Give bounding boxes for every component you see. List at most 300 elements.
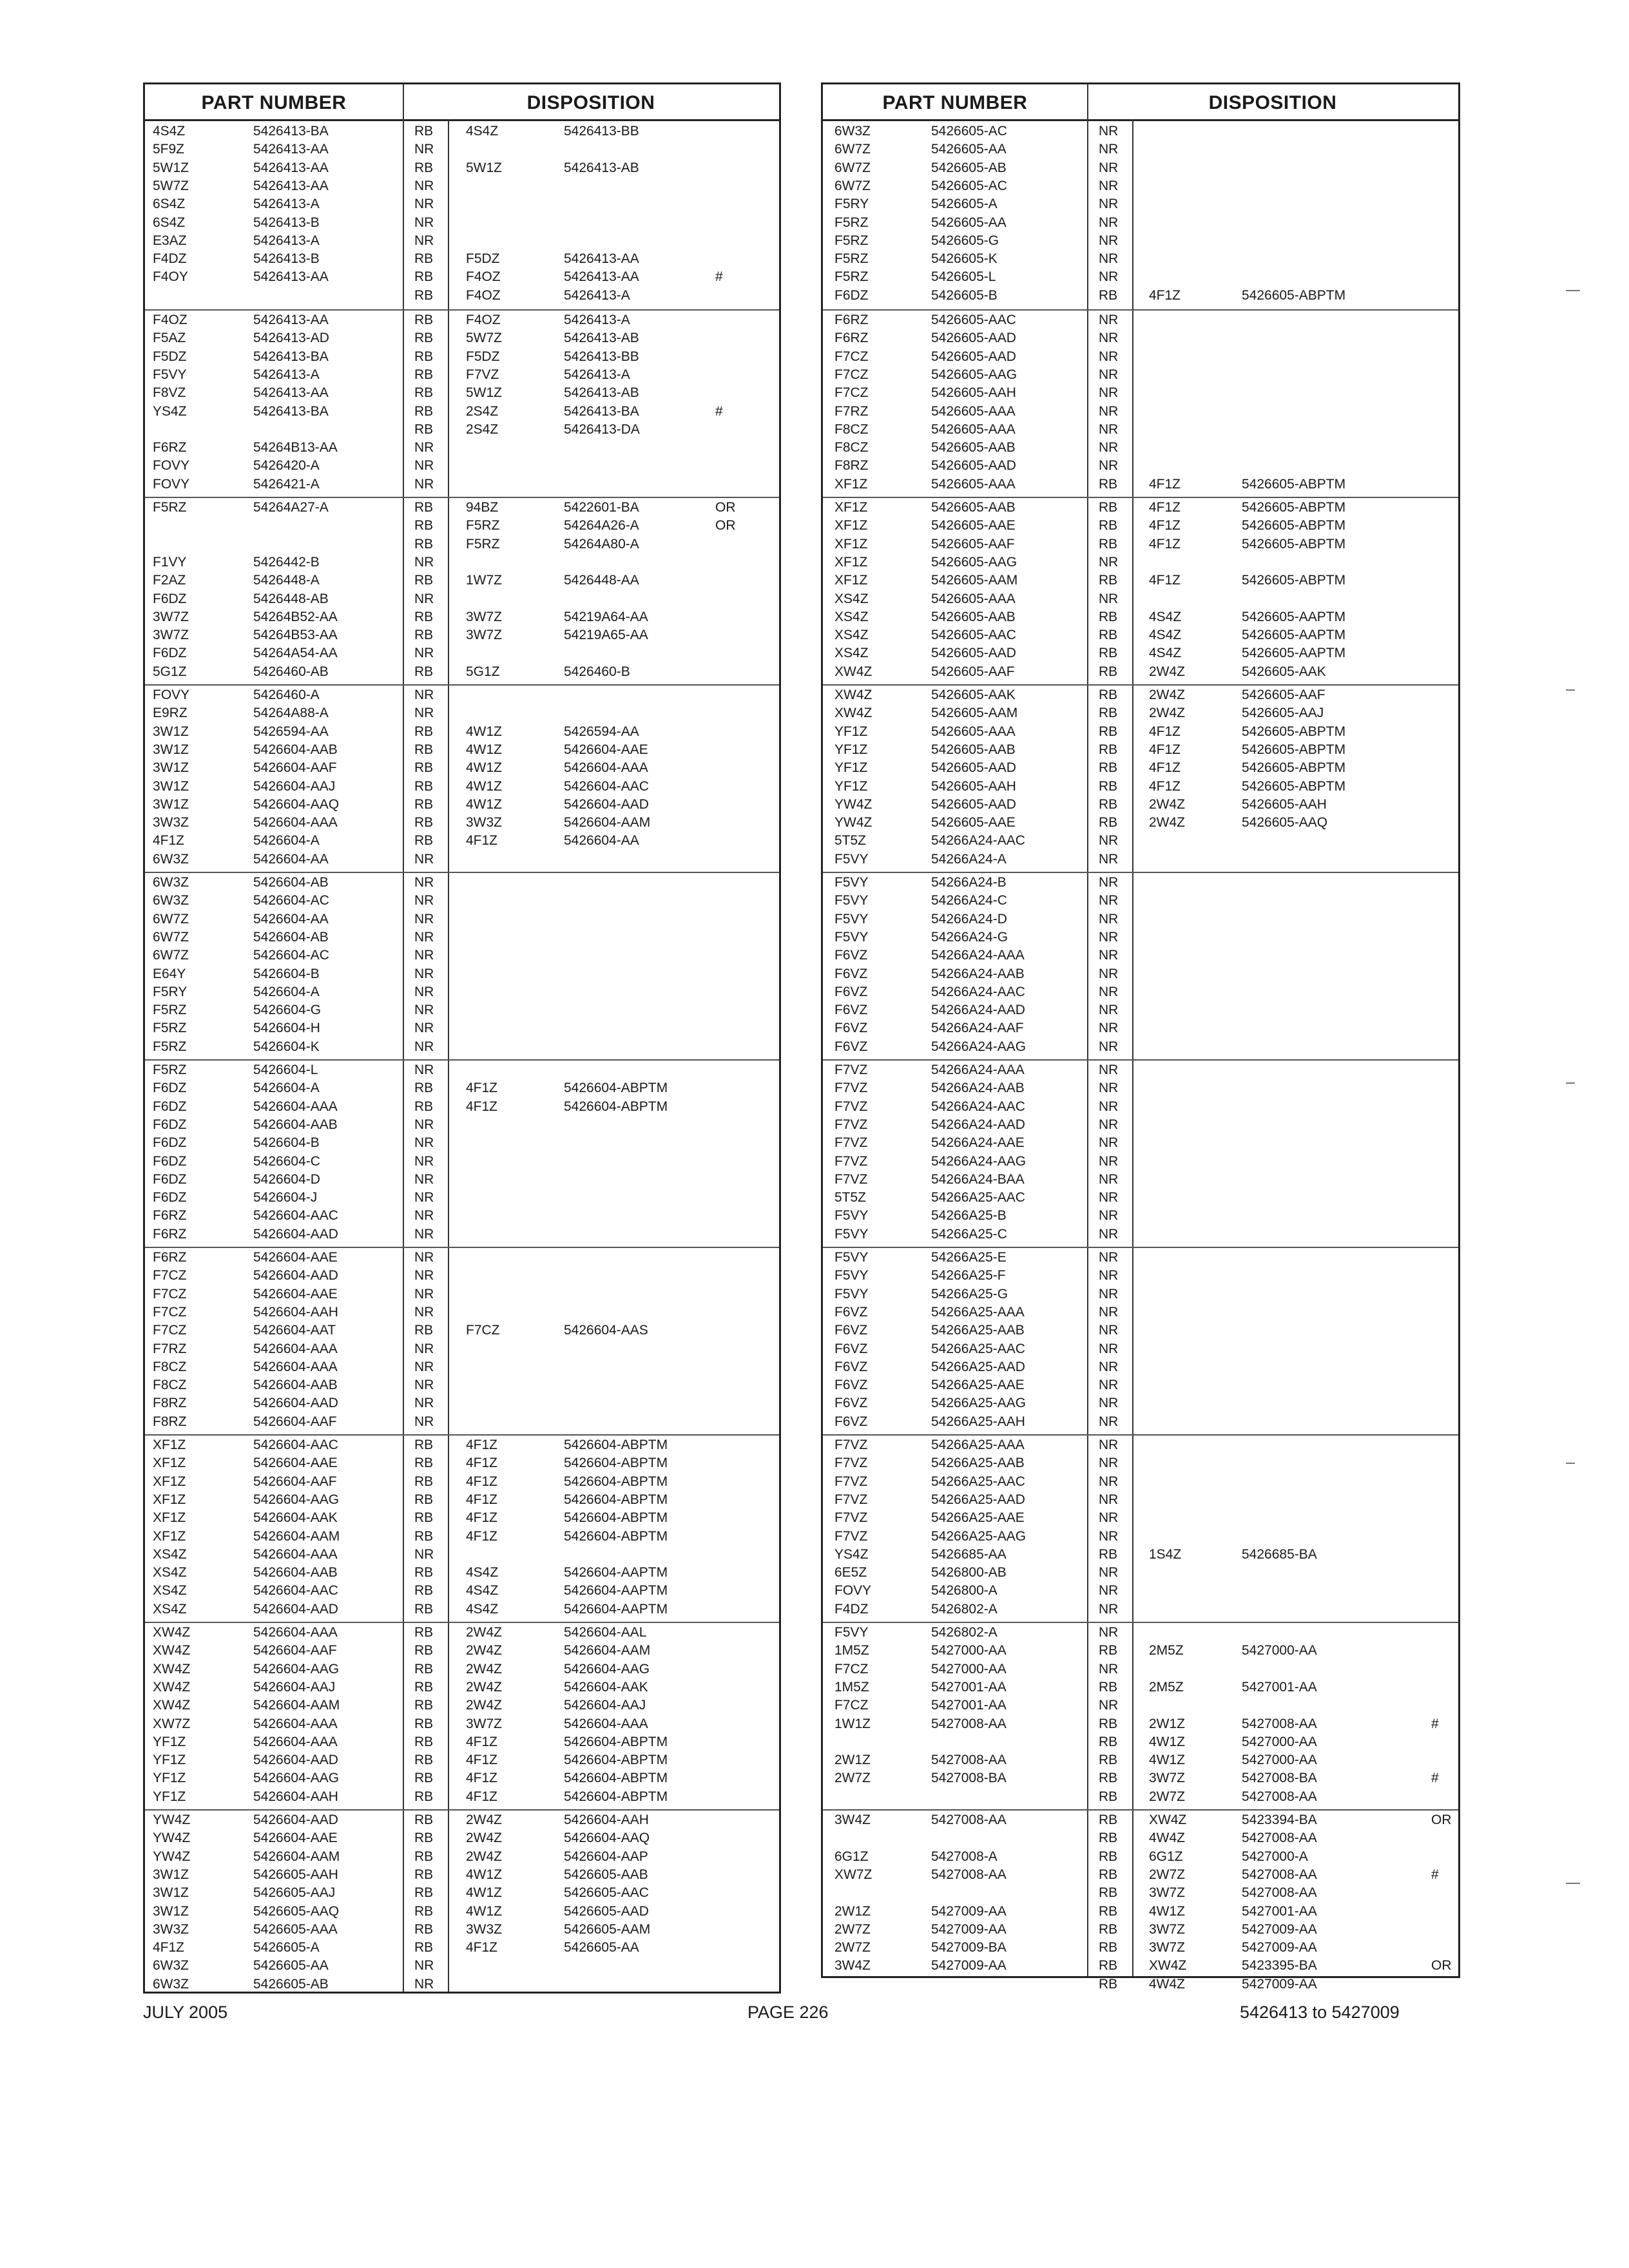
disposition-code: NR	[1099, 929, 1119, 945]
part-number: 5426605-AAM	[931, 573, 1018, 588]
table-row	[145, 537, 779, 552]
disposition-code: RB	[414, 1625, 434, 1640]
table-row	[823, 1698, 1458, 1713]
replacement-model: F4OZ	[466, 287, 501, 303]
replacement-part: 54264A80-A	[564, 536, 639, 552]
model-code: XW4Z	[153, 1679, 191, 1695]
model-code: XW4Z	[153, 1643, 191, 1658]
table-row	[145, 1753, 779, 1767]
disposition-code: RB	[1099, 476, 1118, 492]
model-code: YS4Z	[153, 403, 187, 419]
model-code: 6S4Z	[153, 215, 186, 230]
table-row	[145, 1566, 779, 1580]
part-number: 5426604-AAB	[253, 1565, 338, 1581]
replacement-part: 5426460-B	[564, 664, 630, 679]
table-row	[145, 725, 779, 739]
model-code: 4F1Z	[153, 833, 185, 849]
model-code: FOVY	[153, 687, 190, 702]
part-number: 5426604-AAH	[253, 1304, 338, 1320]
model-code: YW4Z	[153, 1812, 191, 1827]
part-number: 54266A25-E	[931, 1250, 1007, 1265]
table-row	[145, 1438, 779, 1452]
table-row	[145, 1021, 779, 1035]
disposition-code: NR	[414, 984, 434, 999]
table-row	[145, 1698, 779, 1713]
table-row	[145, 1118, 779, 1132]
disposition-code: RB	[414, 1867, 434, 1882]
model-code: 5T5Z	[834, 1190, 867, 1206]
disposition-code: NR	[414, 178, 434, 193]
disposition-code: NR	[414, 1171, 434, 1187]
disposition-code: RB	[414, 1789, 434, 1804]
part-number: 5426413-AA	[253, 312, 329, 327]
model-code: F5VY	[834, 851, 869, 867]
part-number: 54266A25-G	[931, 1286, 1008, 1302]
table-row	[823, 161, 1458, 175]
part-number: 5426413-AA	[253, 160, 329, 175]
table-row	[823, 216, 1458, 230]
replacement-part: 5426605-AAM	[564, 1921, 651, 1937]
table-row	[823, 1626, 1458, 1640]
disposition-code: RB	[1099, 664, 1118, 679]
replacement-part: 5426605-ABPTM	[1242, 536, 1346, 552]
model-code: F4DZ	[153, 251, 187, 267]
table-row	[823, 1644, 1458, 1658]
replacement-part: 5426605-ABPTM	[1242, 287, 1346, 303]
part-number: 5427008-AA	[931, 1716, 1007, 1731]
table-row	[823, 1360, 1458, 1374]
table-row	[145, 1923, 779, 1937]
part-number: 54266A25-AAE	[931, 1378, 1025, 1393]
model-code: 2W7Z	[834, 1921, 871, 1937]
model-code: E64Y	[153, 966, 186, 981]
disposition-code: RB	[414, 385, 434, 401]
replacement-part: 5426604-ABPTM	[564, 1771, 668, 1786]
replacement-part: 54219A65-AA	[564, 628, 648, 643]
replacement-model: 1S4Z	[1149, 1546, 1182, 1562]
replacement-model: 2M5Z	[1149, 1643, 1184, 1658]
replacement-model: 4F1Z	[466, 1753, 498, 1768]
disposition-code: RB	[1099, 1958, 1118, 1974]
table-row	[823, 423, 1458, 437]
model-code: XW7Z	[834, 1867, 872, 1882]
replacement-model: 2W4Z	[1149, 815, 1186, 831]
replacement-part: 5426604-AAG	[564, 1661, 650, 1677]
part-number: 54266A25-B	[931, 1208, 1007, 1224]
model-code: F5VY	[834, 875, 869, 890]
margin-mark	[1566, 1463, 1575, 1464]
disposition-code: NR	[1099, 312, 1119, 327]
table-row	[823, 386, 1458, 400]
part-number: 5426604-AAD	[253, 1601, 338, 1617]
replacement-model: F5DZ	[466, 349, 500, 364]
replacement-part: 5423394-BA	[1242, 1812, 1317, 1827]
replacement-part: 5426448-AA	[564, 573, 639, 588]
model-code: F8RZ	[153, 1414, 187, 1429]
replacement-part: 5427009-AA	[1242, 1976, 1317, 1992]
replacement-part: 5426604-ABPTM	[564, 1789, 668, 1804]
part-number: 54266A25-AAG	[931, 1528, 1027, 1544]
table-row	[823, 1396, 1458, 1410]
model-code: 3W3Z	[153, 815, 189, 831]
disposition-code: NR	[414, 875, 434, 890]
disposition-code: RB	[414, 500, 434, 515]
replacement-model: 3W7Z	[1149, 1921, 1186, 1937]
part-number: 5426448-A	[253, 573, 320, 588]
replacement-part: 5426413-DA	[564, 421, 640, 437]
table-row	[823, 1530, 1458, 1544]
part-number: 5427009-AA	[931, 1903, 1007, 1919]
replacement-model: 4W1Z	[466, 742, 503, 757]
model-code: F7VZ	[834, 1171, 868, 1187]
part-number: 5426604-AAG	[253, 1661, 340, 1677]
model-code: XW4Z	[153, 1625, 191, 1640]
replacement-part: 5426604-AAQ	[564, 1831, 650, 1846]
disposition-code: NR	[1099, 1226, 1119, 1242]
part-number: 5426460-AB	[253, 664, 329, 679]
model-code: F8RZ	[153, 1396, 187, 1411]
replacement-part: 5426605-AAJ	[1242, 706, 1324, 721]
model-code: YW4Z	[153, 1831, 191, 1846]
table-row	[145, 1493, 779, 1507]
table-block	[823, 497, 1458, 686]
replacement-model: 6G1Z	[1149, 1849, 1183, 1864]
table-row	[145, 234, 779, 248]
disposition-code: NR	[1099, 1304, 1119, 1320]
part-number: 5426604-AAB	[253, 742, 338, 757]
table-row	[823, 1831, 1458, 1845]
table-row	[823, 646, 1458, 660]
model-code: F7VZ	[834, 1528, 868, 1544]
model-code: F6VZ	[834, 948, 868, 963]
disposition-code: NR	[414, 1208, 434, 1224]
part-number: 54266A25-F	[931, 1268, 1006, 1283]
model-code: XF1Z	[834, 554, 868, 570]
model-code: F5RZ	[834, 251, 869, 267]
replacement-model: 4F1Z	[466, 1528, 498, 1544]
table-row	[823, 1003, 1458, 1017]
disposition-code: RB	[414, 815, 434, 831]
disposition-code: NR	[414, 1135, 434, 1151]
table-row	[145, 706, 779, 720]
replacement-part: 5427008-AA	[1242, 1885, 1317, 1901]
table-row	[145, 555, 779, 570]
disposition-code: RB	[414, 312, 434, 327]
table-row	[823, 519, 1458, 533]
model-code: F5RZ	[153, 1062, 187, 1077]
part-number: 5426604-AAQ	[253, 796, 340, 812]
disposition-code: NR	[1099, 385, 1119, 401]
part-number: 5427000-AA	[931, 1643, 1007, 1658]
replacement-part: 5426413-A	[564, 367, 630, 382]
model-code: 5G1Z	[153, 664, 187, 679]
table-row	[823, 1959, 1458, 1973]
model-code: 6E5Z	[834, 1565, 867, 1581]
table-row	[145, 1209, 779, 1223]
table-row	[823, 930, 1458, 945]
disposition-code: RB	[1099, 778, 1118, 794]
model-code: XW4Z	[834, 687, 872, 702]
disposition-code: RB	[414, 664, 434, 679]
replacement-model: 3W7Z	[1149, 1885, 1186, 1901]
model-code: F7VZ	[834, 1099, 868, 1114]
replacement-model: F7VZ	[466, 367, 499, 382]
disposition-code: RB	[414, 349, 434, 364]
disposition-code: RB	[414, 287, 434, 303]
disposition-code: RB	[414, 518, 434, 533]
table-row	[145, 1173, 779, 1187]
part-number: 5426604-B	[253, 966, 320, 981]
replacement-part: 5427000-AA	[1242, 1734, 1317, 1749]
disposition-code: RB	[414, 1885, 434, 1901]
disposition-code: RB	[1099, 1753, 1118, 1768]
replacement-part: 5426605-AAD	[564, 1903, 649, 1919]
table-row	[823, 289, 1458, 303]
model-code: 3W1Z	[153, 724, 189, 739]
replacement-part: 5426604-ABPTM	[564, 1099, 668, 1114]
table-row	[145, 1548, 779, 1562]
model-code: 3W1Z	[153, 796, 189, 812]
disposition-code: NR	[414, 1396, 434, 1411]
disposition-code: NR	[414, 591, 434, 606]
footer-page-number: PAGE 226	[747, 2003, 829, 2022]
part-number: 5426604-G	[253, 1003, 322, 1018]
disposition-code: RB	[414, 1679, 434, 1695]
table-row	[145, 1287, 779, 1302]
disposition-code: NR	[1099, 948, 1119, 963]
table-row	[823, 573, 1458, 588]
table-row	[145, 852, 779, 867]
part-number: 5426605-AB	[253, 1976, 329, 1992]
disposition-code: NR	[1099, 1341, 1119, 1356]
disposition-code: NR	[1099, 1437, 1119, 1452]
part-number: 5427008-AA	[931, 1812, 1007, 1827]
disposition-code: NR	[1099, 1359, 1119, 1374]
disposition-code: NR	[414, 1304, 434, 1320]
model-code: F6DZ	[153, 1081, 187, 1096]
disposition-code: NR	[1099, 1153, 1119, 1169]
replacement-model: 2W4Z	[466, 1849, 503, 1864]
disposition-code: NR	[1099, 1003, 1119, 1018]
part-number: 5426605-AAA	[931, 403, 1016, 419]
part-number: 5426604-D	[253, 1171, 320, 1187]
replacement-model: 4F1Z	[466, 1940, 498, 1956]
table-row	[145, 573, 779, 588]
right-parts-table	[821, 82, 1460, 1992]
model-code: 3W1Z	[153, 1903, 189, 1919]
disposition-code: RB	[414, 269, 434, 285]
table-row	[823, 1081, 1458, 1095]
part-number: 54266A24-B	[931, 875, 1007, 890]
part-number: 54266A25-AAB	[931, 1323, 1025, 1338]
part-number: 5426604-AAJ	[253, 778, 336, 794]
disposition-code: NR	[414, 1062, 434, 1077]
table-row	[823, 688, 1458, 702]
model-code: XW7Z	[153, 1716, 191, 1731]
part-number: 5426605-AAG	[931, 367, 1017, 382]
table-row	[823, 780, 1458, 794]
replacement-model: 2W4Z	[1149, 706, 1186, 721]
table-row	[823, 1941, 1458, 1955]
table-row	[145, 519, 779, 533]
disposition-code: NR	[414, 197, 434, 212]
disposition-code: RB	[414, 1492, 434, 1507]
disposition-code: RB	[414, 1849, 434, 1864]
table-row	[145, 894, 779, 908]
replacement-model: F4OZ	[466, 312, 501, 327]
table-row	[823, 665, 1458, 679]
part-number: 5426605-AAG	[931, 554, 1017, 570]
model-code: 2W1Z	[834, 1903, 871, 1919]
table-row	[823, 477, 1458, 492]
replacement-model: 4F1Z	[466, 1099, 498, 1114]
table-row	[823, 313, 1458, 327]
table-block	[145, 1622, 779, 1811]
model-code: F5VY	[834, 893, 869, 908]
model-code: YF1Z	[153, 1771, 186, 1786]
part-number: 5426604-AAD	[253, 1753, 338, 1768]
model-code: F6RZ	[153, 1250, 187, 1265]
model-code: 2W1Z	[834, 1753, 871, 1768]
disposition-code: NR	[1099, 1268, 1119, 1283]
disposition-code: NR	[1099, 1062, 1119, 1077]
model-code: F6VZ	[834, 1341, 868, 1356]
table-row	[145, 1305, 779, 1320]
replacement-part: 5426604-AAA	[564, 1716, 648, 1731]
note-mark: #	[1431, 1867, 1439, 1882]
part-number: 54266A24-D	[931, 911, 1007, 927]
replacement-model: 2W4Z	[1149, 664, 1186, 679]
disposition-code: RB	[414, 1601, 434, 1617]
footer-part-range: 5426413 to 5427009	[1240, 2003, 1400, 2022]
model-code: F6VZ	[834, 1003, 868, 1018]
disposition-code: NR	[1099, 124, 1119, 139]
replacement-model: 4W4Z	[1149, 1976, 1186, 1992]
part-number: 5426413-AA	[253, 178, 329, 193]
model-code: FOVY	[153, 458, 190, 474]
note-mark: #	[1431, 1771, 1439, 1786]
part-number: 5426605-AAH	[253, 1867, 338, 1882]
model-code: E3AZ	[153, 233, 187, 248]
disposition-code: NR	[414, 440, 434, 456]
note-mark: #	[715, 403, 723, 419]
disposition-code: RB	[414, 1456, 434, 1471]
replacement-model: 4W4Z	[1149, 1831, 1186, 1846]
model-code: F8RZ	[834, 458, 869, 474]
replacement-model: 4F1Z	[466, 1474, 498, 1489]
disposition-code: RB	[1099, 1976, 1118, 1992]
table-row	[145, 780, 779, 794]
table-row	[823, 876, 1458, 890]
disposition-code: RB	[1099, 724, 1118, 739]
replacement-part: 5426413-AB	[564, 160, 639, 175]
replacement-model: 2S4Z	[466, 421, 499, 437]
table-row	[145, 441, 779, 455]
part-number: 54266A25-AAA	[931, 1437, 1025, 1452]
replacement-part: 5426605-AAH	[1242, 796, 1327, 812]
disposition-code: RB	[414, 1661, 434, 1677]
model-code: 6W7Z	[153, 929, 189, 945]
replacement-part: 5426604-AAC	[564, 778, 649, 794]
replacement-part: 5426604-AAPTM	[564, 1565, 668, 1581]
disposition-code: RB	[1099, 796, 1118, 812]
replacement-part: 5426413-AA	[564, 251, 639, 267]
table-row	[145, 1626, 779, 1640]
model-code: FOVY	[153, 476, 190, 492]
disposition-code: RB	[1099, 609, 1118, 624]
replacement-model: 4F1Z	[466, 1789, 498, 1804]
part-number: 5426802-A	[931, 1625, 998, 1640]
part-number: 5426605-AAC	[931, 312, 1016, 327]
table-row	[145, 1100, 779, 1114]
replacement-model: F5RZ	[466, 518, 500, 533]
model-code: XF1Z	[153, 1510, 186, 1526]
model-code: YF1Z	[834, 742, 868, 757]
table-row	[145, 289, 779, 303]
part-number: 54266A24-C	[931, 893, 1007, 908]
part-number: 5426605-A	[253, 1940, 320, 1956]
table-block	[145, 122, 779, 309]
disposition-code: NR	[414, 1268, 434, 1283]
part-number: 5426604-AAC	[253, 1583, 338, 1599]
model-code: YF1Z	[153, 1734, 186, 1749]
model-code: F5RZ	[834, 215, 869, 230]
part-number: 5426594-AA	[253, 724, 329, 739]
replacement-part: 5426605-ABPTM	[1242, 500, 1346, 515]
replacement-model: 5W1Z	[466, 385, 503, 401]
table-row	[145, 1155, 779, 1169]
disposition-code: NR	[414, 1117, 434, 1132]
table-row	[823, 142, 1458, 157]
disposition-code: NR	[414, 1976, 434, 1992]
disposition-code: RB	[1099, 1831, 1118, 1846]
part-number: 5426604-AAA	[253, 1099, 338, 1114]
part-number: 5426685-AA	[931, 1546, 1007, 1562]
model-code: F6VZ	[834, 984, 868, 999]
part-number: 54266A24-AAB	[931, 966, 1025, 981]
part-number: 54266A25-AAD	[931, 1492, 1025, 1507]
table-row	[823, 441, 1458, 455]
model-code: F7RZ	[834, 403, 869, 419]
table-row	[145, 967, 779, 981]
part-number: 5426604-AAF	[253, 760, 337, 776]
replacement-part: 5426605-ABPTM	[1242, 760, 1346, 776]
table-row	[145, 816, 779, 830]
disposition-code: RB	[1099, 1849, 1118, 1864]
model-code: F6DZ	[153, 1117, 187, 1132]
table-row	[145, 1475, 779, 1489]
table-row	[145, 1831, 779, 1845]
table-row	[145, 331, 779, 345]
footer-date: JULY 2005	[143, 2003, 228, 2022]
replacement-part: 5427008-BA	[1242, 1771, 1317, 1786]
model-code: 3W1Z	[153, 778, 189, 794]
disposition-code: RB	[414, 1510, 434, 1526]
part-number: 5426604-AAA	[253, 1716, 338, 1731]
table-row	[145, 688, 779, 702]
disposition-code: NR	[414, 1359, 434, 1374]
replacement-part: 5426604-ABPTM	[564, 1510, 668, 1526]
table-row	[823, 1155, 1458, 1169]
replacement-part: 5423395-BA	[1242, 1958, 1317, 1974]
model-code: F5VY	[834, 929, 869, 945]
table-row	[145, 423, 779, 437]
replacement-part: 5426604-AAP	[564, 1849, 648, 1864]
part-number: 54266A24-AAG	[931, 1153, 1027, 1169]
replacement-part: 5426604-AA	[564, 833, 639, 849]
disposition-code: NR	[1099, 893, 1119, 908]
model-code: F5RZ	[153, 1003, 187, 1018]
